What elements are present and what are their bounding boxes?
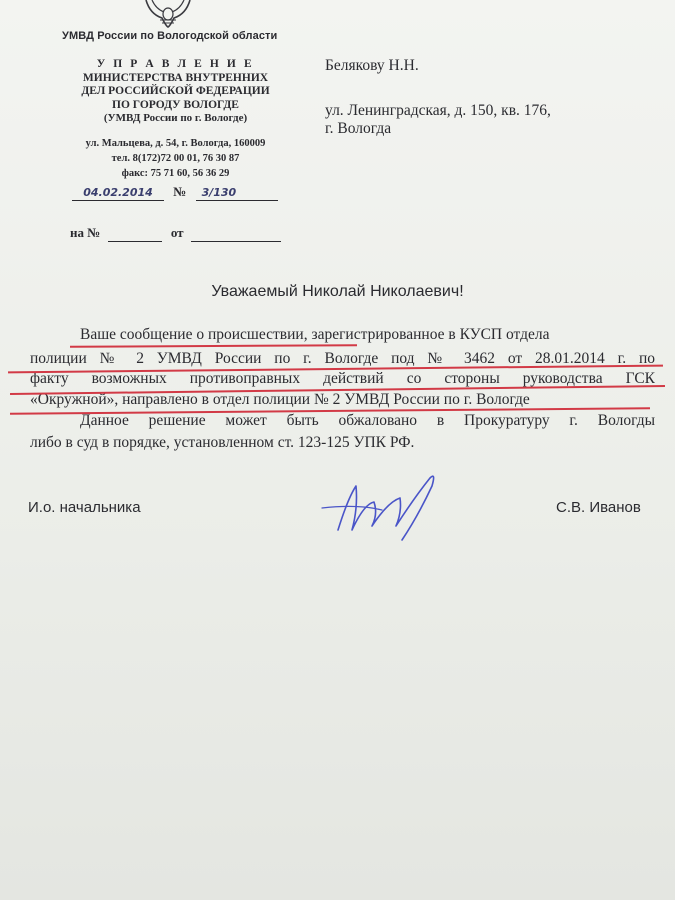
dept-line: У П Р А В Л Е Н И Е — [96, 58, 255, 70]
top-organization: УМВД России по Вологодской области — [62, 30, 278, 42]
department-title — [58, 58, 293, 126]
handwritten-signature — [318, 468, 458, 548]
incoming-date-field — [191, 225, 281, 242]
handwritten-number: 3/130 — [201, 186, 237, 199]
body-line-2: полиции № 2 УМВД России по г. Вологде под № 3462 от 28.01.2014 г. по — [30, 350, 655, 367]
body-line-1: Ваше сообщение о происшествии, зарегистрированное в КУСП отдела — [80, 326, 550, 343]
body-line-4: «Окружной», направлено в отдел полиции № 2 УМВД России по г. Вологде — [30, 391, 530, 408]
signer-name: С.В. Иванов — [556, 499, 641, 516]
red-underline — [70, 344, 357, 347]
on-number-label: на № — [70, 225, 101, 240]
body-line-3: факту возможных противоправных действий со стороны руководства ГСК — [30, 370, 655, 387]
dept-phone: тел. 8(172)72 00 01, 76 30 87 — [111, 153, 240, 164]
dept-line: ДЕЛ РОССИЙСКОЙ ФЕДЕРАЦИИ — [81, 85, 270, 97]
dept-fax: факс: 75 71 60, 56 36 29 — [121, 168, 230, 179]
incoming-ref — [70, 225, 281, 242]
from-label: от — [170, 225, 184, 240]
number-sign: № — [173, 184, 187, 199]
incoming-number-field — [108, 225, 162, 242]
signer-position: И.о. начальника — [28, 499, 141, 516]
emblem-icon — [140, 0, 196, 28]
number-field — [196, 184, 278, 201]
recipient-city: г. Вологда — [325, 120, 392, 137]
date-field — [72, 184, 164, 201]
recipient-street: ул. Ленинградская, д. 150, кв. 176, — [325, 102, 551, 119]
dept-line: ПО ГОРОДУ ВОЛОГДЕ — [112, 98, 239, 111]
dept-line: (УМВД России по г. Вологде) — [103, 112, 248, 124]
greeting: Уважаемый Николай Николаевич! — [211, 283, 464, 300]
body-line-5: Данное решение может быть обжаловано в Прокуратуру г. Вологды — [80, 412, 655, 429]
outgoing-ref — [72, 184, 278, 201]
recipient-name: Белякову Н.Н. — [325, 57, 419, 74]
dept-line: МИНИСТЕРСТВА ВНУТРЕННИХ — [82, 71, 269, 84]
body-line-6: либо в суд в порядке, установленном ст. 123-125 УПК РФ. — [30, 434, 415, 451]
dept-address: ул. Мальцева, д. 54, г. Вологда, 160009 — [85, 138, 266, 149]
handwritten-date: 04.02.2014 — [83, 186, 153, 199]
